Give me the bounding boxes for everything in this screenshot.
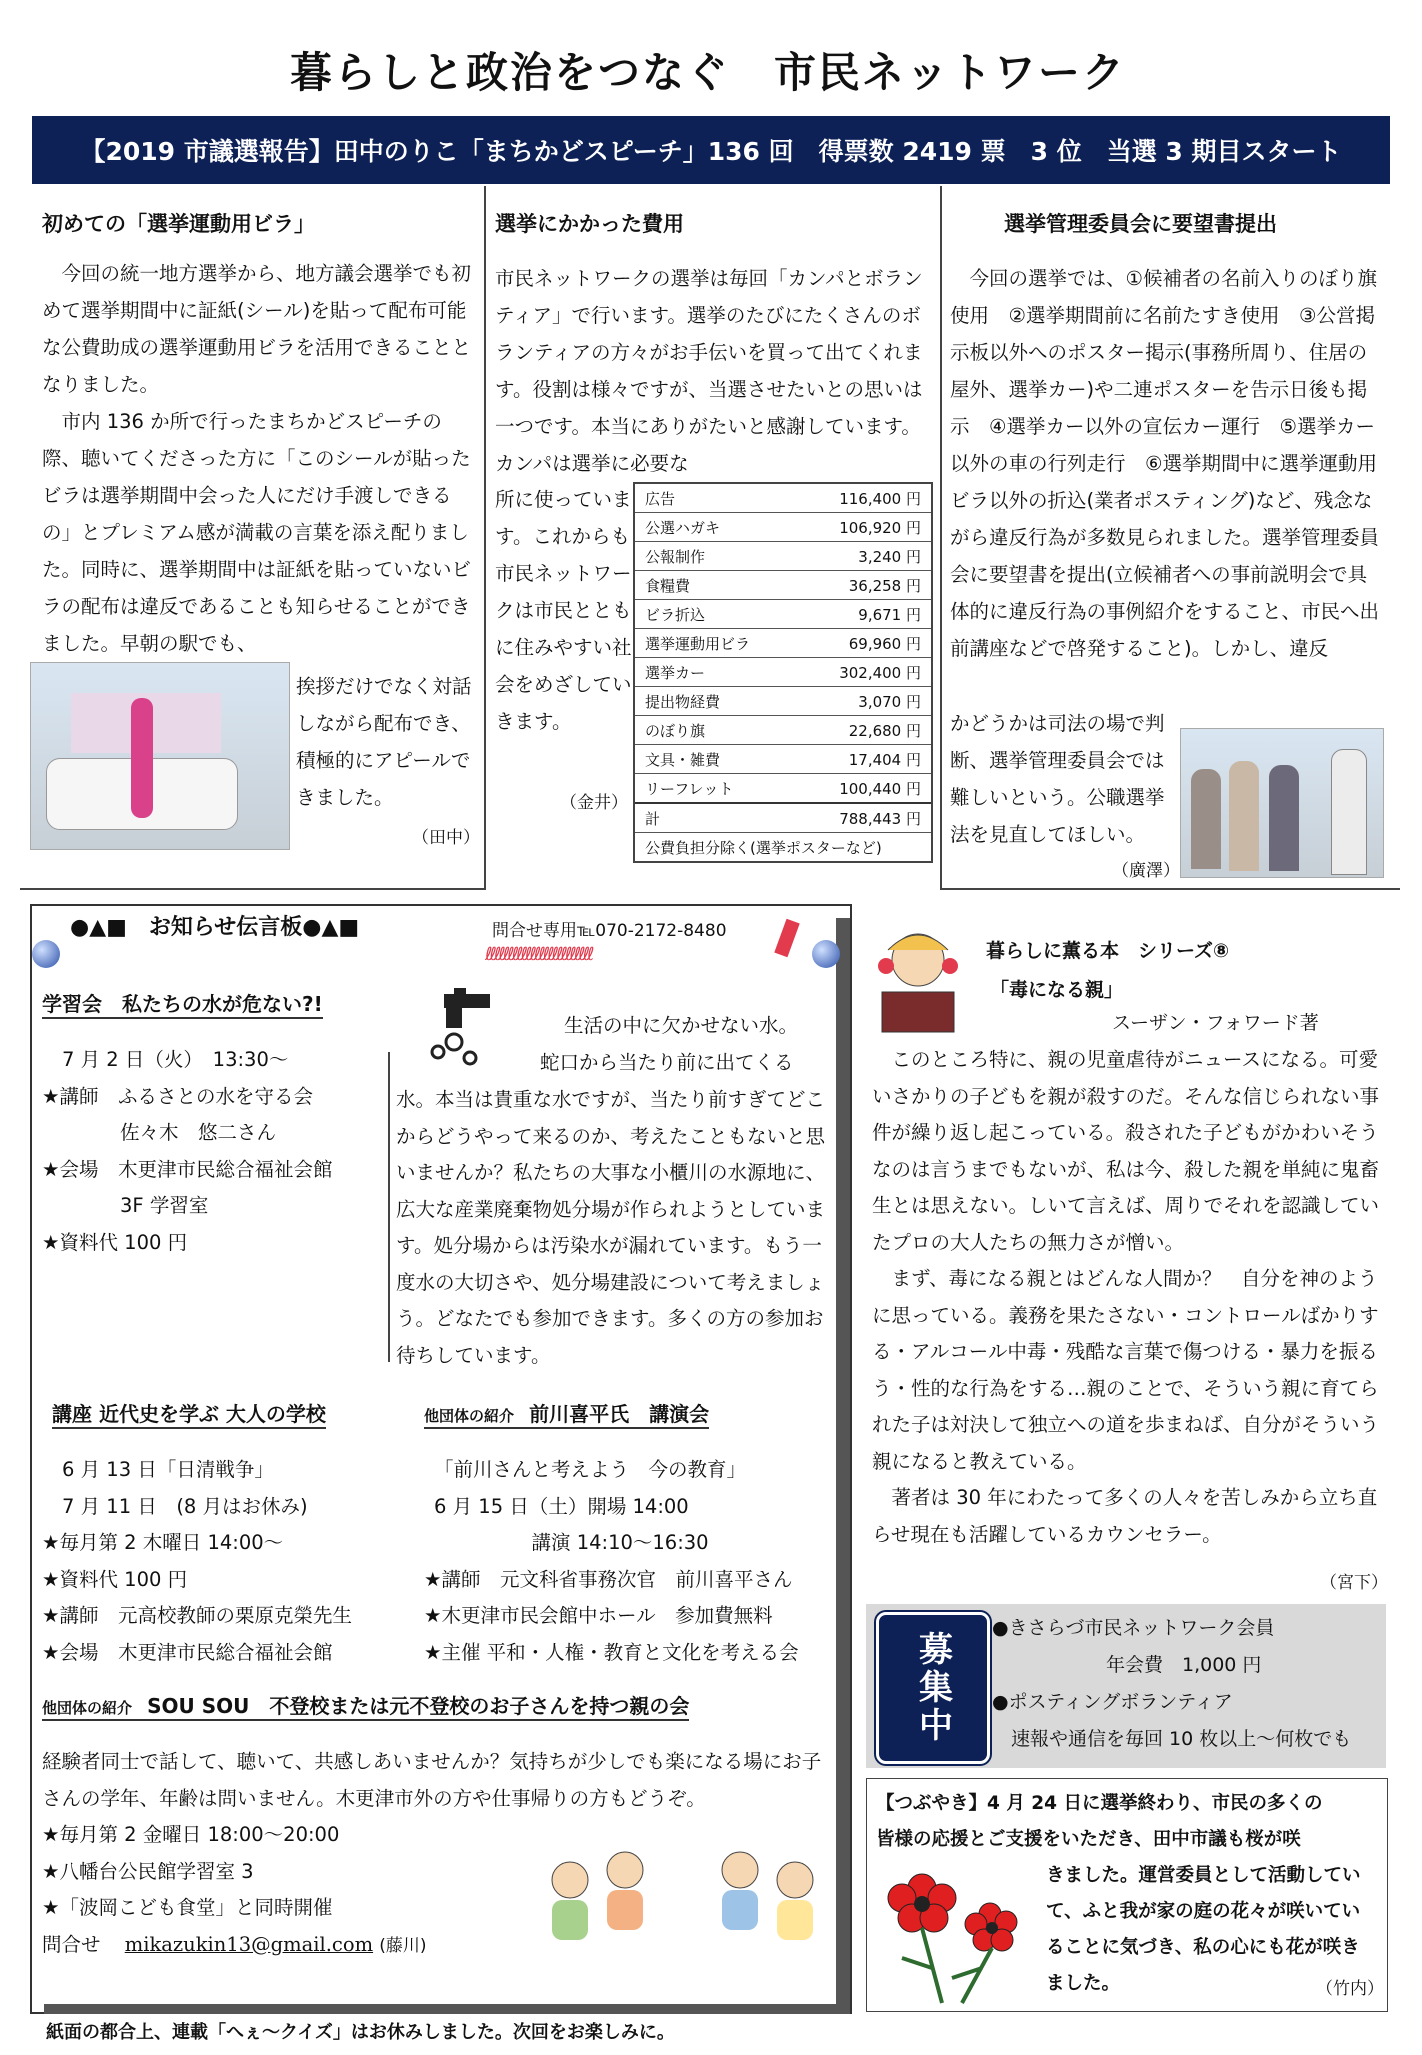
water-body-top2: 蛇口から当たり前に出てくる — [540, 1051, 794, 1074]
detail-line: 6 月 15 日（土）開場 14:00 — [434, 1494, 689, 1518]
cost-item: 公報制作 — [635, 542, 798, 571]
sousou-heading-text: SOU SOU 不登校または元不登校のお子さんを持つ親の会 — [147, 1694, 690, 1718]
tsubuyaki-line1: 【つぶやき】4 月 24 日に選挙終わり、市民の多くの — [876, 1793, 1323, 1814]
recruit-lines — [992, 1610, 1382, 1758]
water-body-text: 水。本当は貴重な水ですが、当たり前すぎてどこからどうやって来るのか、考えたこともないと思いませんか？私たちの大事な小櫃川の水源地に、広大な産業廃棄物処分場が作られようとしています。処分場からは汚染水が漏れています。もう一度水の大切さや、処分場建設について考えましょう。どなたでも参加できます。多くの方の参加お待ちしています。 — [396, 1088, 826, 1367]
detail-line: 7 月 11 日 (8 月はお休み) — [62, 1494, 308, 1518]
detail-line: ★木更津市民会館中ホール 参加費無料 — [424, 1604, 773, 1627]
cost-amount: 3,070 円 — [798, 687, 931, 716]
cost-row — [635, 745, 931, 774]
detail-line: ★講師 ふるさとの水を守る会 — [42, 1084, 313, 1108]
recruit-line: 速報や通信を毎回 10 枚以上～何枚でも — [992, 1728, 1352, 1750]
divider — [388, 1052, 390, 1362]
cost-total-row — [635, 803, 931, 833]
maekawa-heading-text: 前川喜平氏 講演会 — [529, 1402, 710, 1426]
col3-body — [950, 260, 1382, 667]
col1-body — [42, 255, 472, 662]
book-title: 「毒になる親」 — [990, 979, 1124, 1001]
col1-title: 初めての「選挙運動用ビラ」 — [42, 212, 315, 236]
book-illustration-icon — [868, 920, 968, 1040]
cost-item: ビラ折込 — [635, 600, 798, 629]
cost-item: 広告 — [635, 484, 798, 513]
cost-note: 公費負担分除く(選挙ポスターなど) — [645, 838, 882, 857]
cost-row — [635, 600, 931, 629]
col3-para: 今回の選挙では、①候補者の名前入りのぼり旗使用 ②選挙期間前に名前たすき使用 ③公営掲示板以外へのポスター掲示(事務所周り、住居の屋外、選挙カー)や二連ポスターを告示日後も掲示 ④選挙カー以外の宣伝カー運行 ⑤選挙カー以外の車の行列走行 ⑥選挙期間中に選挙運動用ビラ以外の折込(業者ポスティング)など、残念ながら違反行為が多数見られました。選挙管理委員会に要望書を提出(立候補者への事前説明会で具体的に違反行為の事例紹介をすること、市民へ出前講座などで啓発すること)。しかし、違反 — [950, 267, 1380, 660]
cost-row — [635, 716, 931, 745]
divider — [20, 888, 486, 890]
cost-amount: 69,960 円 — [798, 629, 931, 658]
cost-item: 選挙カー — [635, 658, 798, 687]
recruit-badge-text: 募集中 — [912, 1631, 953, 1745]
cost-row — [635, 571, 931, 600]
recruit-badge — [876, 1612, 990, 1764]
faucet-icon — [424, 988, 504, 1068]
cost-amount: 17,404 円 — [798, 745, 931, 774]
tsubuyaki-signature: （竹内） — [1316, 1979, 1384, 1999]
cost-item: のぼり旗 — [635, 716, 798, 745]
sousou-prefix: 他団体の紹介 — [42, 1699, 133, 1717]
cost-row — [635, 774, 931, 804]
col2-body — [495, 260, 927, 482]
maekawa-heading — [424, 1398, 709, 1429]
divider — [484, 186, 486, 888]
cost-amount: 3,240 円 — [798, 542, 931, 571]
cost-item: 提出物経費 — [635, 687, 798, 716]
col2-title: 選挙にかかった費用 — [495, 212, 684, 236]
cost-row — [635, 687, 931, 716]
sousou-heading — [42, 1690, 689, 1721]
water-body — [396, 1082, 836, 1374]
detail-line: ★主催 平和・人権・教育と文化を考える会 — [424, 1640, 799, 1664]
tsubuyaki-body: きました。運営委員として活動していて、ふと我が家の庭の花々が咲いていることに気づき、私の心にも花が咲きました。 — [1046, 1865, 1361, 1994]
board-shadow — [44, 2004, 850, 2014]
cost-total-label: 計 — [635, 803, 798, 833]
cost-row — [635, 513, 931, 542]
cost-row — [635, 658, 931, 687]
history-heading — [52, 1398, 326, 1429]
cost-row — [635, 629, 931, 658]
cost-amount: 302,400 円 — [798, 658, 931, 687]
banner — [32, 116, 1390, 184]
tsubuyaki-line2: 皆様の応援とご支援をいただき、田中市議も桜が咲 — [876, 1829, 1301, 1850]
detail-line: ★講師 元文科省事務次官 前川喜平さん — [424, 1567, 793, 1591]
recruit-line: ●きさらづ市民ネットワーク会員 — [992, 1617, 1275, 1639]
detail-line: 7 月 2 日（火） 13:30～ — [62, 1048, 289, 1071]
cost-amount: 9,671 円 — [798, 600, 931, 629]
detail-line: ★毎月第 2 金曜日 18:00～20:00 — [42, 1823, 340, 1846]
col2-signature: （金井） — [560, 793, 628, 813]
cost-amount: 106,920 円 — [798, 513, 931, 542]
pin-right-icon — [812, 940, 840, 968]
detail-line: ★会場 木更津市民総合福祉会館 — [42, 1640, 333, 1664]
cost-total-amount: 788,443 円 — [798, 803, 931, 833]
history-heading-text: 講座 近代史を学ぶ 大人の学校 — [52, 1402, 326, 1426]
detail-line: 「前川さんと考えよう 今の教育」 — [434, 1458, 747, 1481]
detail-line: ★会場 木更津市民総合福祉会館 — [42, 1157, 333, 1181]
divider — [940, 186, 942, 888]
cost-row — [635, 484, 931, 513]
cost-note-row — [635, 833, 931, 862]
detail-line: ★八幡台公民館学習室 3 — [42, 1859, 254, 1883]
col3-tail: かどうかは司法の場で判断、選挙管理委員会では難しいという。公職選挙法を見直してほしい。 — [950, 712, 1165, 846]
detail-line: ★資料代 100 円 — [42, 1567, 188, 1591]
detail-line: ★「波岡こども食堂」と同時開催 — [42, 1896, 333, 1919]
recruit-line: 年会費 1,000 円 — [992, 1654, 1262, 1676]
board-title: ●▲■ お知らせ伝言板●▲■ — [70, 915, 360, 940]
cost-amount: 100,440 円 — [798, 774, 931, 804]
cost-amount: 116,400 円 — [798, 484, 931, 513]
detail-line: ★講師 元高校教師の栗原克榮先生 — [42, 1604, 352, 1627]
masthead: 暮らしと政治をつなぐ 市民ネットワーク — [290, 48, 1127, 97]
cost-amount: 36,258 円 — [798, 571, 931, 600]
cost-table — [633, 482, 933, 863]
cost-item: 文具・雑費 — [635, 745, 798, 774]
email-link[interactable]: mikazukin13@gmail.com — [124, 1932, 374, 1956]
detail-line: 講演 14:10～16:30 — [434, 1531, 709, 1554]
detail-line: ★資料代 100 円 — [42, 1230, 188, 1254]
col2-para: 市民ネットワークの選挙は毎回「カンパとボランティア」で行います。選挙のたびにたくさんのボランティアの方々がお手伝いを買って出てくれます。役割は様々ですが、当選させたいとの思いは一つです。本当にありがたいと感謝しています。カンパは選挙に必要な — [495, 267, 923, 475]
people-illustration-icon — [540, 1840, 820, 1970]
cost-item: リーフレット — [635, 774, 798, 804]
banner-text: 【2019 市議選報告】田中のりこ「まちかどスピーチ」136 回 得票数 2419 票 3 位 当選 3 期目スタート — [80, 137, 1342, 166]
detail-line: 6 月 13 日「日清戦争」 — [62, 1458, 274, 1481]
col1-signature: （田中） — [412, 828, 480, 848]
board-contact: 問合せ専用℡070-2172-8480 — [492, 921, 727, 941]
book-body — [872, 1042, 1384, 1553]
water-body-top: 生活の中に欠かせない水。 — [564, 1014, 799, 1037]
campaign-photo — [30, 662, 290, 850]
col1-para: 今回の統一地方選挙から、地方議会選挙でも初めて選挙期間中に証紙(シール)を貼って配布可能な公費助成の選挙運動用ビラを活用できることとなりました。 — [42, 262, 472, 396]
history-details — [42, 1452, 412, 1671]
contact-label: 問合せ — [42, 1932, 101, 1956]
col3-signature: （廣澤） — [1112, 861, 1180, 881]
detail-line: ★毎月第 2 木曜日 14:00～ — [42, 1531, 284, 1554]
book-signature: （宮下） — [1320, 1573, 1388, 1593]
book-author: スーザン・フォワード著 — [1112, 1012, 1319, 1034]
book-series: 暮らしに薫る本 シリーズ⑧ — [986, 940, 1230, 962]
cost-item: 食糧費 — [635, 571, 798, 600]
cost-row — [635, 542, 931, 571]
recruit-line: ●ポスティングボランティア — [992, 1691, 1233, 1713]
maekawa-prefix: 他団体の紹介 — [424, 1407, 515, 1425]
col3-title: 選挙管理委員会に要望書提出 — [1004, 212, 1277, 236]
pin-left-icon — [32, 940, 60, 968]
maekawa-details — [424, 1452, 844, 1671]
col1-para: 市内 136 か所で行ったまちかどスピーチの際、聴いてくださった方に「このシールが貼ったビラは選挙期間中会った人にだけ手渡しできるの」とプレミアム感が満載の言葉を添え配りました。同時に、選挙期間中は証紙を貼っていないビラの配布は違反であることも知らせることができました。早朝の駅でも、 — [42, 410, 472, 655]
committee-photo — [1180, 728, 1384, 878]
sousou-signature: (藤川) — [379, 1935, 427, 1956]
divider — [940, 888, 1400, 890]
water-heading — [42, 988, 323, 1019]
book-body-text: このところ特に、親の児童虐待がニュースになる。可愛いさかりの子どもを親が殺すのだ。そんな信じられない事件が繰り返し起こっている。殺された子どもがかわいそうなのは言うまでもないが、私は今、殺した親を単純に鬼畜生とは思えない。しいて言えば、周りでそれを認識していたプロの大人たちの無力さが憎い。 まず、毒になる親とはどんな人間か？ 自分を神のように思っている。義務を果たさない・コントロールばかりする・アルコール中毒・残酷な言葉で傷つける・暴力を振るう・性的な行為をする…親のことで、そういう親に育てられた子は対決して独立への道を歩まねば、自分がそういう親になると教えている。 著者は 30 年にわたって多くの人々を苦しみから立ち直らせ現在も活躍しているカウンセラー。 — [872, 1048, 1380, 1546]
col2-narrow: 所に使っています。これからも市民ネットワークは市民とともに住みやすい社会をめざしていきます。 — [495, 488, 632, 733]
cost-item: 選挙運動用ビラ — [635, 629, 798, 658]
cost-amount: 22,680 円 — [798, 716, 931, 745]
flower-illustration-icon — [872, 1858, 1032, 2008]
detail-line: 佐々木 悠二さん — [42, 1121, 277, 1144]
footer-note: 紙面の都合上、連載「へぇ～クイズ」はお休みしました。次回をお楽しみに。 — [46, 2022, 675, 2043]
water-details — [42, 1042, 382, 1261]
sousou-body-text: 経験者同士で話して、聴いて、共感しあいませんか？気持ちが少しでも楽になる場にお子さんの学年、年齢は問いません。木更津市外の方や仕事帰りの方もどうぞ。 — [42, 1750, 822, 1810]
detail-line: 3F 学習室 — [42, 1194, 209, 1217]
cost-item: 公選ハガキ — [635, 513, 798, 542]
water-heading-text: 学習会 私たちの水が危ない?! — [42, 992, 323, 1016]
squiggle-decoration: ℓℓℓℓℓℓℓℓℓℓℓℓℓℓℓℓℓℓℓℓℓℓℓℓ — [485, 944, 592, 964]
col1-tail: 挨拶だけでなく対話しながら配布でき、積極的にアピールできました。 — [296, 675, 472, 809]
